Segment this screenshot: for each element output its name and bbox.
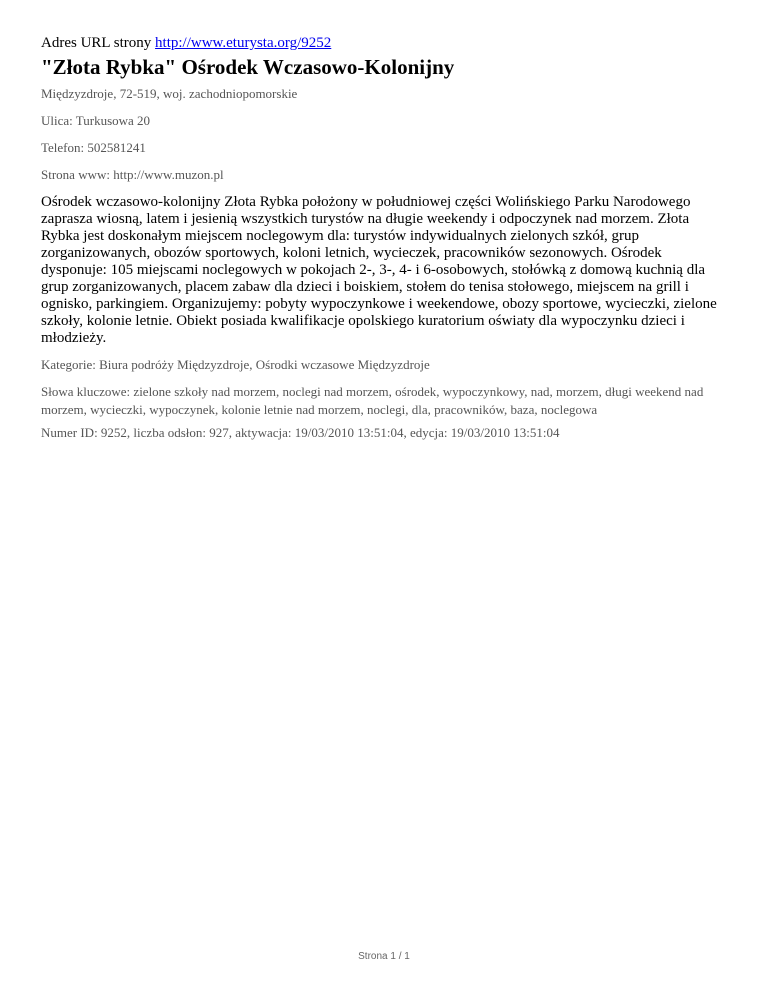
- url-line: [41, 34, 731, 52]
- keywords-text: Słowa kluczowe: zielone szkoły nad morzem, noclegi nad morzem, ośrodek, wypoczynkowy, nad, morzem, długi weekend nad morzem, wycieczki, wypoczynek, kolonie letnie nad morzem, noclegi, dla, pracowników, baza, noclegowa: [41, 384, 704, 417]
- url-prefix: Adres URL strony: [41, 35, 152, 51]
- document-page: [41, 34, 731, 441]
- listing-url-link[interactable]: http://www.eturysta.org/9252: [155, 35, 332, 51]
- page-title: "Złota Rybka" Ośrodek Wczasowo-Kolonijny: [41, 55, 455, 79]
- phone-text: Telefon: 502581241: [41, 140, 146, 155]
- categories-text: Kategorie: Biura podróży Międzyzdroje, Ośrodki wczasowe Międzyzdroje: [41, 357, 430, 372]
- location-text: Międzyzdroje, 72-519, woj. zachodniopomorskie: [41, 86, 298, 101]
- record-info-text: Numer ID: 9252, liczba odsłon: 927, aktywacja: 19/03/2010 13:51:04, edycja: 19/03/2010 13:51:04: [41, 425, 560, 440]
- street-text: Ulica: Turkusowa 20: [41, 113, 151, 128]
- website-text: Strona www: http://www.muzon.pl: [41, 167, 224, 182]
- page-number: Strona 1 / 1: [358, 951, 410, 962]
- description-text: Ośrodek wczasowo-kolonijny Złota Rybka położony w południowej części Wolińskiego Parku Narodowego zaprasza wiosną, latem i jesienią wszystkich turystów na długie weekendy i odpoczynek nad morzem. Złota Rybka jest doskonałym miejscem noclegowym dla: turystów indywidualnych zielonych szkół, grup zorganizowanych, obozów sportowych, koloni letnich, wycieczek, pracowników sezonowych. Ośrodek dysponuje: 105 miejscami noclegowych w pokojach 2-, 3-, 4- i 6-osobowych, stołówką z domową kuchnią dla grup zorganizowanych, placem zabaw dla dzieci i boiskiem, stołem do tenisa stołowego, miejscem na grill i ognisko, parkingiem. Organizujemy: pobyty wypoczynkowe i weekendowe, obozy sportowe, wycieczki, zielone szkoły, kolonie letnie. Obiekt posiada kwalifikacje opolskiego kuratorium oświaty dla wypoczynku dzieci i młodzieży.: [41, 194, 717, 346]
